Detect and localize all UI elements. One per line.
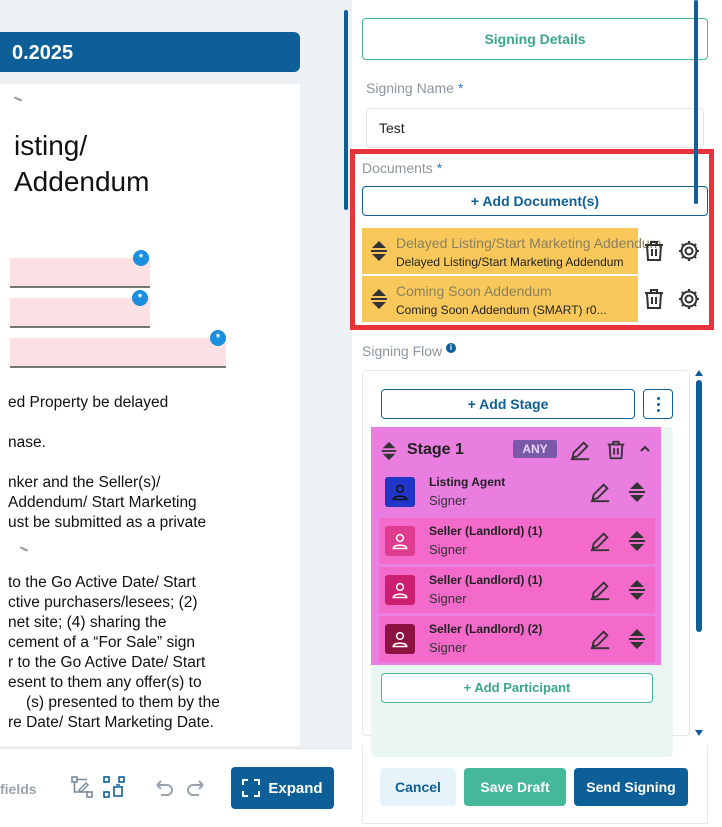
document-title-line-1: isting/ [14,130,88,161]
doc-text-line: esent to them any offer(s) to [8,674,202,691]
field-required-icon: * [133,250,149,266]
participant-name: Seller (Landlord) (2) [429,622,543,636]
field-required-icon: * [132,290,148,306]
signing-flow-box [362,370,690,736]
document-file-name: Coming Soon Addendum (SMART) r0... [396,303,607,317]
drag-sort-icon[interactable] [627,579,647,601]
redo-icon[interactable] [184,775,208,799]
delete-field-icon[interactable] [102,775,126,799]
trash-icon[interactable] [642,287,666,311]
document-date-bar: 0.2025 [0,32,300,72]
doc-text-line: r to the Go Active Date/ Start [8,654,206,671]
doc-text-line: (s) presented to them by the [26,694,220,711]
doc-text-line: ctive purchasers/lesees; (2) [8,594,198,611]
add-documents-button[interactable]: + Add Document(s) [362,186,708,216]
participant-row[interactable] [379,518,655,564]
info-icon[interactable]: i [446,343,456,353]
doc-mark [14,96,22,101]
doc-text-line: ust be submitted as a private [8,514,207,531]
pencil-icon[interactable] [589,579,611,601]
trash-icon[interactable] [605,439,627,461]
stage-mode-badge[interactable]: ANY [513,440,557,458]
participant-name: Listing Agent [429,475,506,489]
send-signing-button[interactable]: Send Signing [574,768,688,806]
pencil-icon[interactable] [589,530,611,552]
expand-label: Expand [268,779,323,797]
document-title: Delayed Listing/Start Marketing Addendum [396,235,662,251]
document-row[interactable] [362,228,662,274]
doc-text-line: re Date/ Start Marketing Date. [8,714,214,731]
expand-icon [242,779,260,797]
document-preview-pane [0,0,352,827]
preview-toolbar [0,748,352,827]
scroll-up-icon[interactable] [695,370,703,376]
signing-name-label-text: Signing Name [366,80,454,96]
avatar [385,624,415,654]
more-options-icon[interactable] [643,389,673,419]
stage-title: Stage 1 [407,441,464,458]
document-title [14,128,149,200]
participant-role: Signer [429,591,467,606]
pencil-icon[interactable] [589,481,611,503]
flow-scrollbar-thumb[interactable] [696,380,702,632]
gear-icon[interactable] [677,287,701,311]
participant-row[interactable] [379,616,655,662]
trash-icon[interactable] [642,239,666,263]
drag-sort-icon[interactable] [370,288,388,310]
gear-icon[interactable] [677,239,701,263]
stage-container [371,427,673,757]
doc-text-line: nker and the Seller(s)/ [8,474,161,491]
pencil-icon[interactable] [569,439,591,461]
drag-sort-icon[interactable] [627,628,647,650]
cancel-button[interactable]: Cancel [380,768,456,806]
signing-name-label [366,80,463,96]
doc-text-line: ed Property be delayed [8,394,169,411]
participant-role: Signer [429,542,467,557]
participant-role: Signer [429,640,467,655]
undo-icon[interactable] [152,775,176,799]
edit-field-icon[interactable] [70,775,94,799]
user-icon [391,483,409,501]
doc-mark [20,546,28,551]
pane-scrollbar[interactable] [344,10,348,210]
fields-toggle-label[interactable]: fields [0,781,37,797]
signature-field[interactable] [10,258,150,288]
signing-details-button[interactable]: Signing Details [362,18,708,60]
avatar [385,526,415,556]
drag-sort-icon[interactable] [627,481,647,503]
participant-row[interactable] [379,469,655,515]
signature-field[interactable] [10,298,150,328]
participant-row[interactable] [379,567,655,613]
signing-flow-label [362,343,456,359]
save-draft-button[interactable]: Save Draft [464,768,566,806]
signature-field[interactable] [10,338,226,368]
chevron-up-icon[interactable] [639,444,651,454]
required-mark: * [436,160,443,176]
doc-text-line: nase. [8,434,46,451]
documents-label [362,160,442,176]
document-title: Coming Soon Addendum [396,283,552,299]
doc-text-line: to the Go Active Date/ Start [8,574,196,591]
stage-card [371,427,661,665]
user-icon [391,532,409,550]
signing-flow-label-text: Signing Flow [362,343,443,359]
pencil-icon[interactable] [589,628,611,650]
document-page [0,84,300,746]
scroll-down-icon[interactable] [695,730,703,736]
user-icon [391,630,409,648]
user-icon [391,581,409,599]
expand-button[interactable] [231,767,334,809]
participant-role: Signer [429,493,467,508]
drag-sort-icon[interactable] [370,240,388,262]
panel-scrollbar[interactable] [694,0,698,204]
field-required-icon: * [210,330,226,346]
document-file-name: Delayed Listing/Start Marketing Addendum [396,255,624,269]
documents-label-text: Documents [362,160,433,176]
document-row[interactable] [362,276,638,322]
doc-text-line: cement of a “For Sale” sign [8,634,195,651]
add-stage-button[interactable]: + Add Stage [381,389,635,419]
participant-name: Seller (Landlord) (1) [429,573,543,587]
avatar [385,575,415,605]
document-title-line-2: Addendum [14,166,150,197]
doc-text-line: Addendum/ Start Marketing [8,494,197,511]
required-mark: * [457,80,464,96]
signing-name-input[interactable]: Test [366,108,704,148]
participant-name: Seller (Landlord) (1) [429,524,543,538]
drag-sort-icon[interactable] [627,530,647,552]
doc-text-line: net site; (4) sharing the [8,614,167,631]
add-participant-button[interactable]: + Add Participant [381,673,653,703]
avatar [385,477,415,507]
drag-sort-icon[interactable] [379,441,399,461]
signing-panel [352,0,722,827]
